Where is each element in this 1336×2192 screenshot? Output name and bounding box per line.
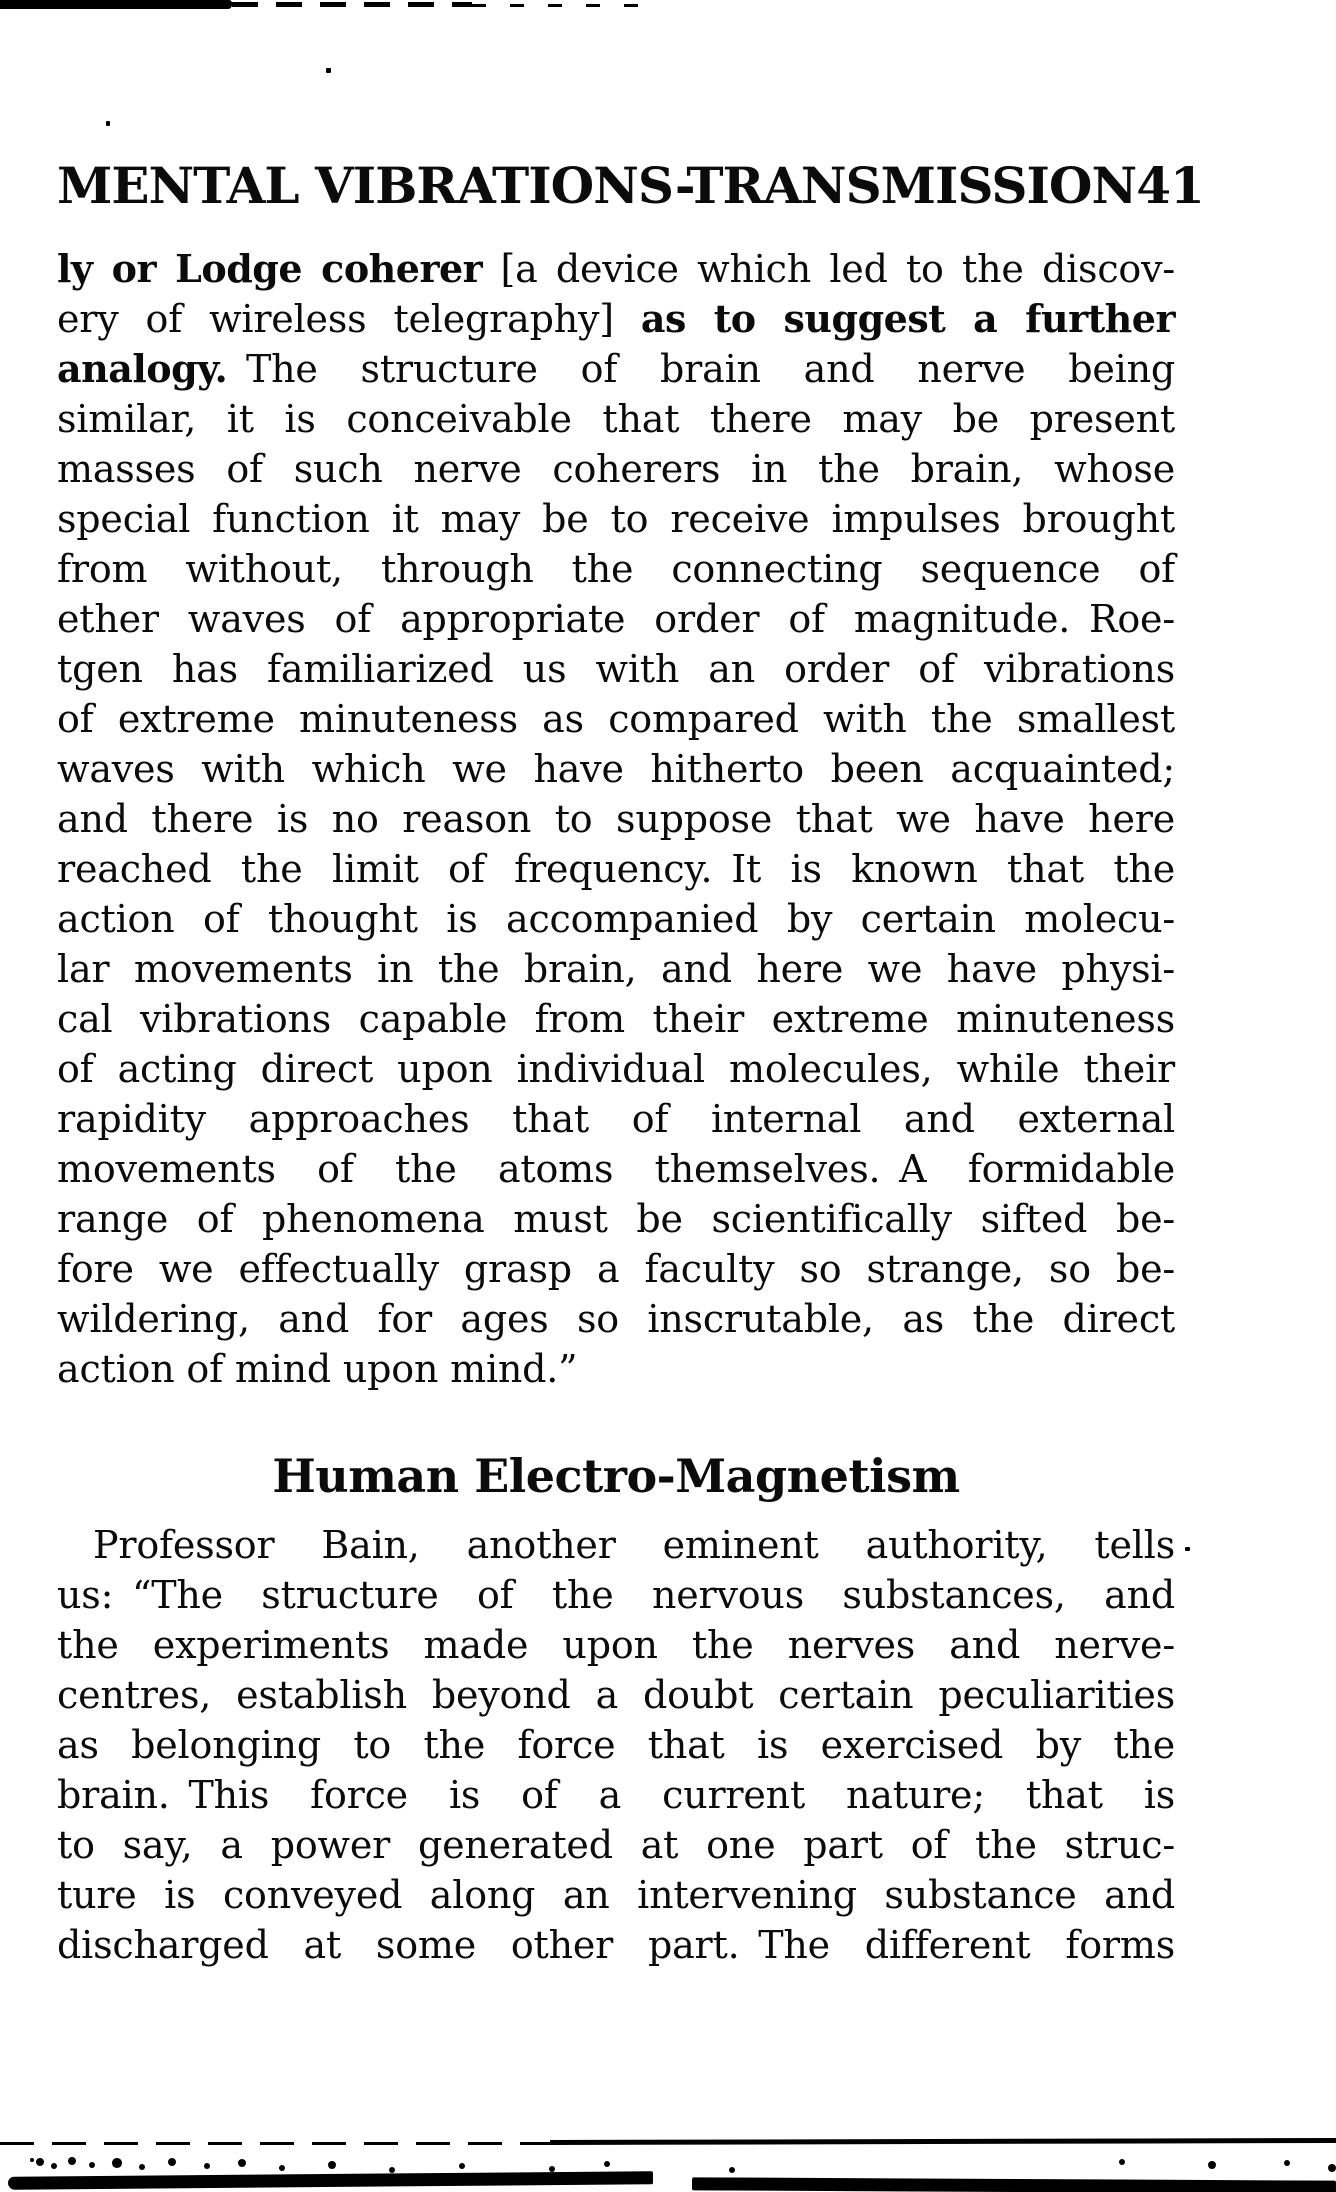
paragraph — [57, 1520, 1175, 1970]
text-line — [57, 1194, 1175, 1244]
text-segment: The structure of brain and nerve being — [227, 347, 1175, 391]
text-line — [57, 1094, 1175, 1144]
text-segment: movements of the atoms themselves. A formidable — [57, 1147, 1175, 1191]
text-column — [57, 0, 1204, 1970]
text-line — [57, 1294, 1175, 1344]
text-segment: waves with which we have hitherto been acquainted; — [57, 747, 1175, 791]
text-line — [57, 1720, 1175, 1770]
text-line — [57, 1620, 1175, 1670]
text-segment: centres, establish beyond a doubt certain peculiarities — [57, 1673, 1175, 1717]
bold-text-segment: as to suggest a further — [640, 296, 1175, 341]
text-line — [57, 244, 1175, 294]
text-line — [57, 1044, 1175, 1094]
text-segment: reached the limit of frequency. It is known that the — [57, 847, 1175, 891]
text-segment: the experiments made upon the nerves and nerve- — [57, 1623, 1175, 1667]
text-line — [57, 544, 1175, 594]
text-line — [57, 794, 1175, 844]
text-segment: brain. This force is of a current nature; that is — [57, 1773, 1175, 1817]
text-line — [57, 1770, 1175, 1820]
text-line — [57, 394, 1175, 444]
scan-artifact-speckles — [30, 2158, 34, 2162]
text-line — [57, 644, 1175, 694]
text-segment: of acting direct upon individual molecules, while their — [57, 1047, 1175, 1091]
text-line — [57, 294, 1175, 344]
text-segment: ture is conveyed along an intervening substance and — [57, 1873, 1175, 1917]
text-line — [57, 1920, 1175, 1970]
text-line — [57, 844, 1175, 894]
text-line — [57, 894, 1175, 944]
text-line — [57, 1570, 1175, 1620]
text-segment: and there is no reason to suppose that we have here — [57, 797, 1175, 841]
text-line — [57, 344, 1175, 394]
text-segment: us: “The structure of the nervous substances, and — [57, 1573, 1175, 1617]
text-line — [57, 694, 1175, 744]
text-segment: from without, through the connecting sequence of — [57, 547, 1175, 591]
text-segment: action of mind upon mind.” — [57, 1347, 578, 1391]
text-segment: Professor Bain, another eminent authority, tells — [93, 1523, 1175, 1567]
text-line — [57, 494, 1175, 544]
text-segment: wildering, and for ages so inscrutable, as the direct — [57, 1297, 1175, 1341]
text-line — [57, 1870, 1175, 1920]
text-segment: [a device which led to the discov- — [482, 247, 1175, 291]
text-line — [57, 1520, 1175, 1570]
text-segment: range of phenomena must be scientifically sifted be- — [57, 1197, 1175, 1241]
text-line — [57, 1244, 1175, 1294]
scan-artifact-bottom-line — [550, 2138, 1336, 2145]
scan-artifact-bottom-band — [8, 2171, 653, 2190]
text-segment: similar, it is conceivable that there may be present — [57, 397, 1175, 441]
text-line — [57, 444, 1175, 494]
text-segment: lar movements in the brain, and here we have physi- — [57, 947, 1175, 991]
text-line — [57, 1820, 1175, 1870]
text-segment: ether waves of appropriate order of magnitude. Roe- — [57, 597, 1175, 641]
text-segment: to say, a power generated at one part of the struc- — [57, 1823, 1175, 1867]
text-segment: masses of such nerve coherers in the brain, whose — [57, 447, 1175, 491]
bold-text-segment: ly or Lodge coherer — [57, 246, 483, 291]
text-line — [57, 1144, 1175, 1194]
scan-speck — [1185, 1547, 1190, 1551]
text-segment: rapidity approaches that of internal and external — [57, 1097, 1175, 1141]
text-segment: fore we effectually grasp a faculty so strange, so be- — [57, 1247, 1175, 1291]
text-segment: of extreme minuteness as compared with the smallest — [57, 697, 1175, 741]
text-segment: ery of wireless telegraphy] — [57, 297, 641, 341]
running-header — [57, 156, 1204, 215]
text-line — [57, 1344, 1175, 1394]
text-segment: cal vibrations capable from their extreme minuteness — [57, 997, 1175, 1041]
text-line — [57, 1670, 1175, 1720]
text-line — [57, 594, 1175, 644]
text-line — [57, 944, 1175, 994]
text-line — [57, 744, 1175, 794]
scan-artifact-bottom-line — [0, 2142, 560, 2145]
text-line — [57, 994, 1175, 1044]
text-segment: as belonging to the force that is exercised by the — [57, 1723, 1175, 1767]
scan-artifact-bottom-band — [692, 2177, 1336, 2192]
bold-text-segment: analogy. — [57, 346, 228, 391]
text-segment: discharged at some other part. The different forms — [57, 1923, 1175, 1967]
section-heading: Human Electro-Magnetism — [272, 1449, 960, 1503]
page-number: 41 — [1136, 156, 1204, 215]
text-segment: action of thought is accompanied by certain molecu- — [57, 897, 1175, 941]
text-segment: special function it may be to receive impulses brought — [57, 497, 1175, 541]
paragraph — [57, 244, 1175, 1394]
text-segment: tgen has familiarized us with an order of vibrations — [57, 647, 1175, 691]
page-title: MENTAL VIBRATIONS-TRANSMISSION — [57, 156, 1137, 215]
